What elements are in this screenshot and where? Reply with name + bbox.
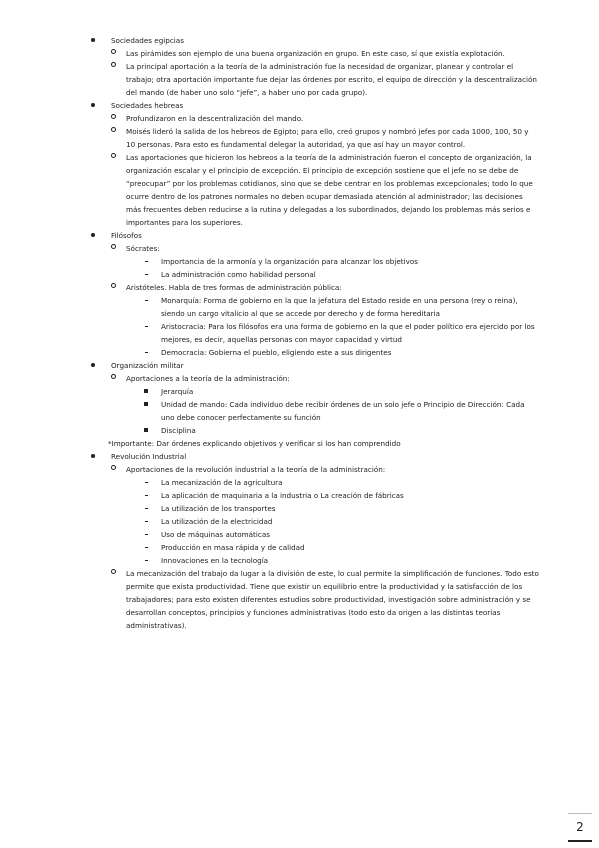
item-text: Sócrates:: [126, 244, 160, 253]
sub-list-item: [0, 541, 599, 554]
section-title: Filósofos: [111, 231, 142, 240]
subitem-text: Uso de máquinas automáticas: [161, 530, 270, 539]
sub-list-item: [0, 502, 599, 515]
bullet-ring-icon: [108, 47, 118, 60]
bullet-dash-icon: [141, 515, 151, 528]
footer-divider: [568, 813, 592, 814]
subitem-text: Disciplina: [161, 426, 196, 435]
subitem-text: La utilización de la electricidad: [161, 517, 273, 526]
sub-list-item: [0, 554, 599, 567]
bullet-square-icon: [141, 398, 151, 411]
bullet-ring-icon: [108, 151, 118, 164]
bullet-ring-icon: [108, 60, 118, 73]
item-text: Las aportaciones que hicieron los hebreos a la teoría de la administración fueron el concepto de organización, la organización escalar y el principio de excepción. El principio de excepción sostiene que el jefe no se debe de “preocupar” por los problemas cotidianos, sino que se debe centrar en los problemas excepcionales; todo lo que ocurre dentro de los patrones normales no deben ocupar demasiada atención al administrador; las decisiones más frecuentes deben reducirse a la rutina y delegadas a los subordinados, dejando los problemas más serios e importantes para los superiores.: [126, 153, 533, 227]
bullet-dash-icon: [141, 489, 151, 502]
bullet-dot-icon: [88, 229, 98, 242]
bullet-dash-icon: [141, 255, 151, 268]
section-heading-hebreas: [0, 99, 599, 112]
sub-list-item: [0, 515, 599, 528]
sub-list-item: [0, 320, 599, 346]
bullet-dash-icon: [141, 554, 151, 567]
important-note: [0, 437, 599, 450]
list-item: [0, 281, 599, 294]
section-heading-revolucion: [0, 450, 599, 463]
bullet-ring-icon: [108, 372, 118, 385]
item-text: Aristóteles. Habla de tres formas de administración pública:: [126, 283, 342, 292]
section-heading-militar: [0, 359, 599, 372]
subitem-text: Monarquía: Forma de gobierno en la que la jefatura del Estado reside en una persona (rey o reina), siendo un cargo vitalicio al que se accede por derecho y de forma hereditaria: [161, 296, 518, 318]
section-title: Organización militar: [111, 361, 184, 370]
bullet-ring-icon: [108, 567, 118, 580]
bullet-dot-icon: [88, 450, 98, 463]
item-text: Profundizaron en la descentralización del mando.: [126, 114, 304, 123]
sub-list-item: [0, 255, 599, 268]
page-number-underline: [568, 840, 592, 842]
bullet-dot-icon: [88, 34, 98, 47]
subitem-text: Importancia de la armonía y la organización para alcanzar los objetivos: [161, 257, 418, 266]
item-text: Aportaciones a la teoría de la administración:: [126, 374, 290, 383]
section-title: Sociedades egipcias: [111, 36, 184, 45]
subitem-text: La mecanización de la agricultura: [161, 478, 283, 487]
section-heading-filosofos: [0, 229, 599, 242]
subitem-text: Innovaciones en la tecnología: [161, 556, 269, 565]
subitem-text: Unidad de mando: Cada individuo debe recibir órdenes de un solo jefe o Principio de Dirección: Cada uno debe conocer perfectamente su función: [161, 400, 525, 422]
subitem-text: La administración como habilidad personal: [161, 270, 316, 279]
sub-list-item: [0, 476, 599, 489]
list-item: [0, 125, 599, 151]
list-item: [0, 372, 599, 385]
bullet-square-icon: [141, 385, 151, 398]
bullet-dot-icon: [88, 99, 98, 112]
subitem-text: Democracia: Gobierna el pueblo, eligiendo este a sus dirigentes: [161, 348, 392, 357]
list-item: [0, 112, 599, 125]
bullet-dot-icon: [88, 359, 98, 372]
sub-list-item: [0, 346, 599, 359]
item-text: La mecanización del trabajo da lugar a la división de este, lo cual permite la simplificación de funciones. Todo esto permite que exista productividad. Tiene que existir un equilibrio entre la productividad y la satisfacción de los trabajadores; para esto existen diferentes estudios sobre productividad, investigación sobre administración y se desarrollan conceptos, principios y funciones administrativas (todo esto da origen a las distintas teorías administrativas).: [126, 569, 539, 630]
sub-list-item: [0, 385, 599, 398]
subitem-text: La utilización de los transportes: [161, 504, 276, 513]
bullet-ring-icon: [108, 112, 118, 125]
page-number: 2: [576, 820, 584, 834]
document-body: [0, 34, 599, 632]
list-item: [0, 60, 599, 99]
subitem-text: La aplicación de maquinaria a la industria o La creación de fábricas: [161, 491, 404, 500]
bullet-dash-icon: [141, 476, 151, 489]
list-item: [0, 463, 599, 476]
bullet-dash-icon: [141, 268, 151, 281]
bullet-ring-icon: [108, 242, 118, 255]
list-item: [0, 242, 599, 255]
sub-list-item: [0, 294, 599, 320]
bullet-dash-icon: [141, 541, 151, 554]
sub-list-item: [0, 398, 599, 424]
list-item: [0, 47, 599, 60]
section-heading-egipcias: [0, 34, 599, 47]
subitem-text: Producción en masa rápida y de calidad: [161, 543, 305, 552]
section-title: Revolución Industrial: [111, 452, 187, 461]
section-title: Sociedades hebreas: [111, 101, 184, 110]
bullet-dash-icon: [141, 528, 151, 541]
bullet-dash-icon: [141, 346, 151, 359]
bullet-ring-icon: [108, 125, 118, 138]
bullet-ring-icon: [108, 281, 118, 294]
note-text: *Importante: Dar órdenes explicando objetivos y verificar si los han comprendido: [108, 439, 401, 448]
item-text: Moisés lideró la salida de los hebreos de Egipto; para ello, creó grupos y nombró jefes por cada 1000, 100, 50 y 10 personas. Para esto es fundamental delegar la autoridad, ya que así hay un mayor control.: [126, 127, 529, 149]
list-item: [0, 567, 599, 632]
bullet-square-icon: [141, 424, 151, 437]
subitem-text: Aristocracia: Para los filósofos era una forma de gobierno en la que el poder político era ejercido por los mejores, es decir, aquellas personas con mayor capacidad y virtud: [161, 322, 535, 344]
bullet-dash-icon: [141, 294, 151, 307]
sub-list-item: [0, 424, 599, 437]
list-item: [0, 151, 599, 229]
subitem-text: Jerarquía: [161, 387, 194, 396]
item-text: La principal aportación a la teoría de la administración fue la necesidad de organizar, planear y controlar el trabajo; otra aportación importante fue dejar las órdenes por escrito, el equipo de dirección y la descentralización del mando (de haber uno solo “jefe”, a haber uno por cada grupo).: [126, 62, 537, 97]
sub-list-item: [0, 268, 599, 281]
item-text: Las pirámides son ejemplo de una buena organización en grupo. En este caso, sí que existía explotación.: [126, 49, 505, 58]
bullet-ring-icon: [108, 463, 118, 476]
sub-list-item: [0, 489, 599, 502]
sub-list-item: [0, 528, 599, 541]
item-text: Aportaciones de la revolución industrial a la teoría de la administración:: [126, 465, 386, 474]
bullet-dash-icon: [141, 502, 151, 515]
bullet-dash-icon: [141, 320, 151, 333]
